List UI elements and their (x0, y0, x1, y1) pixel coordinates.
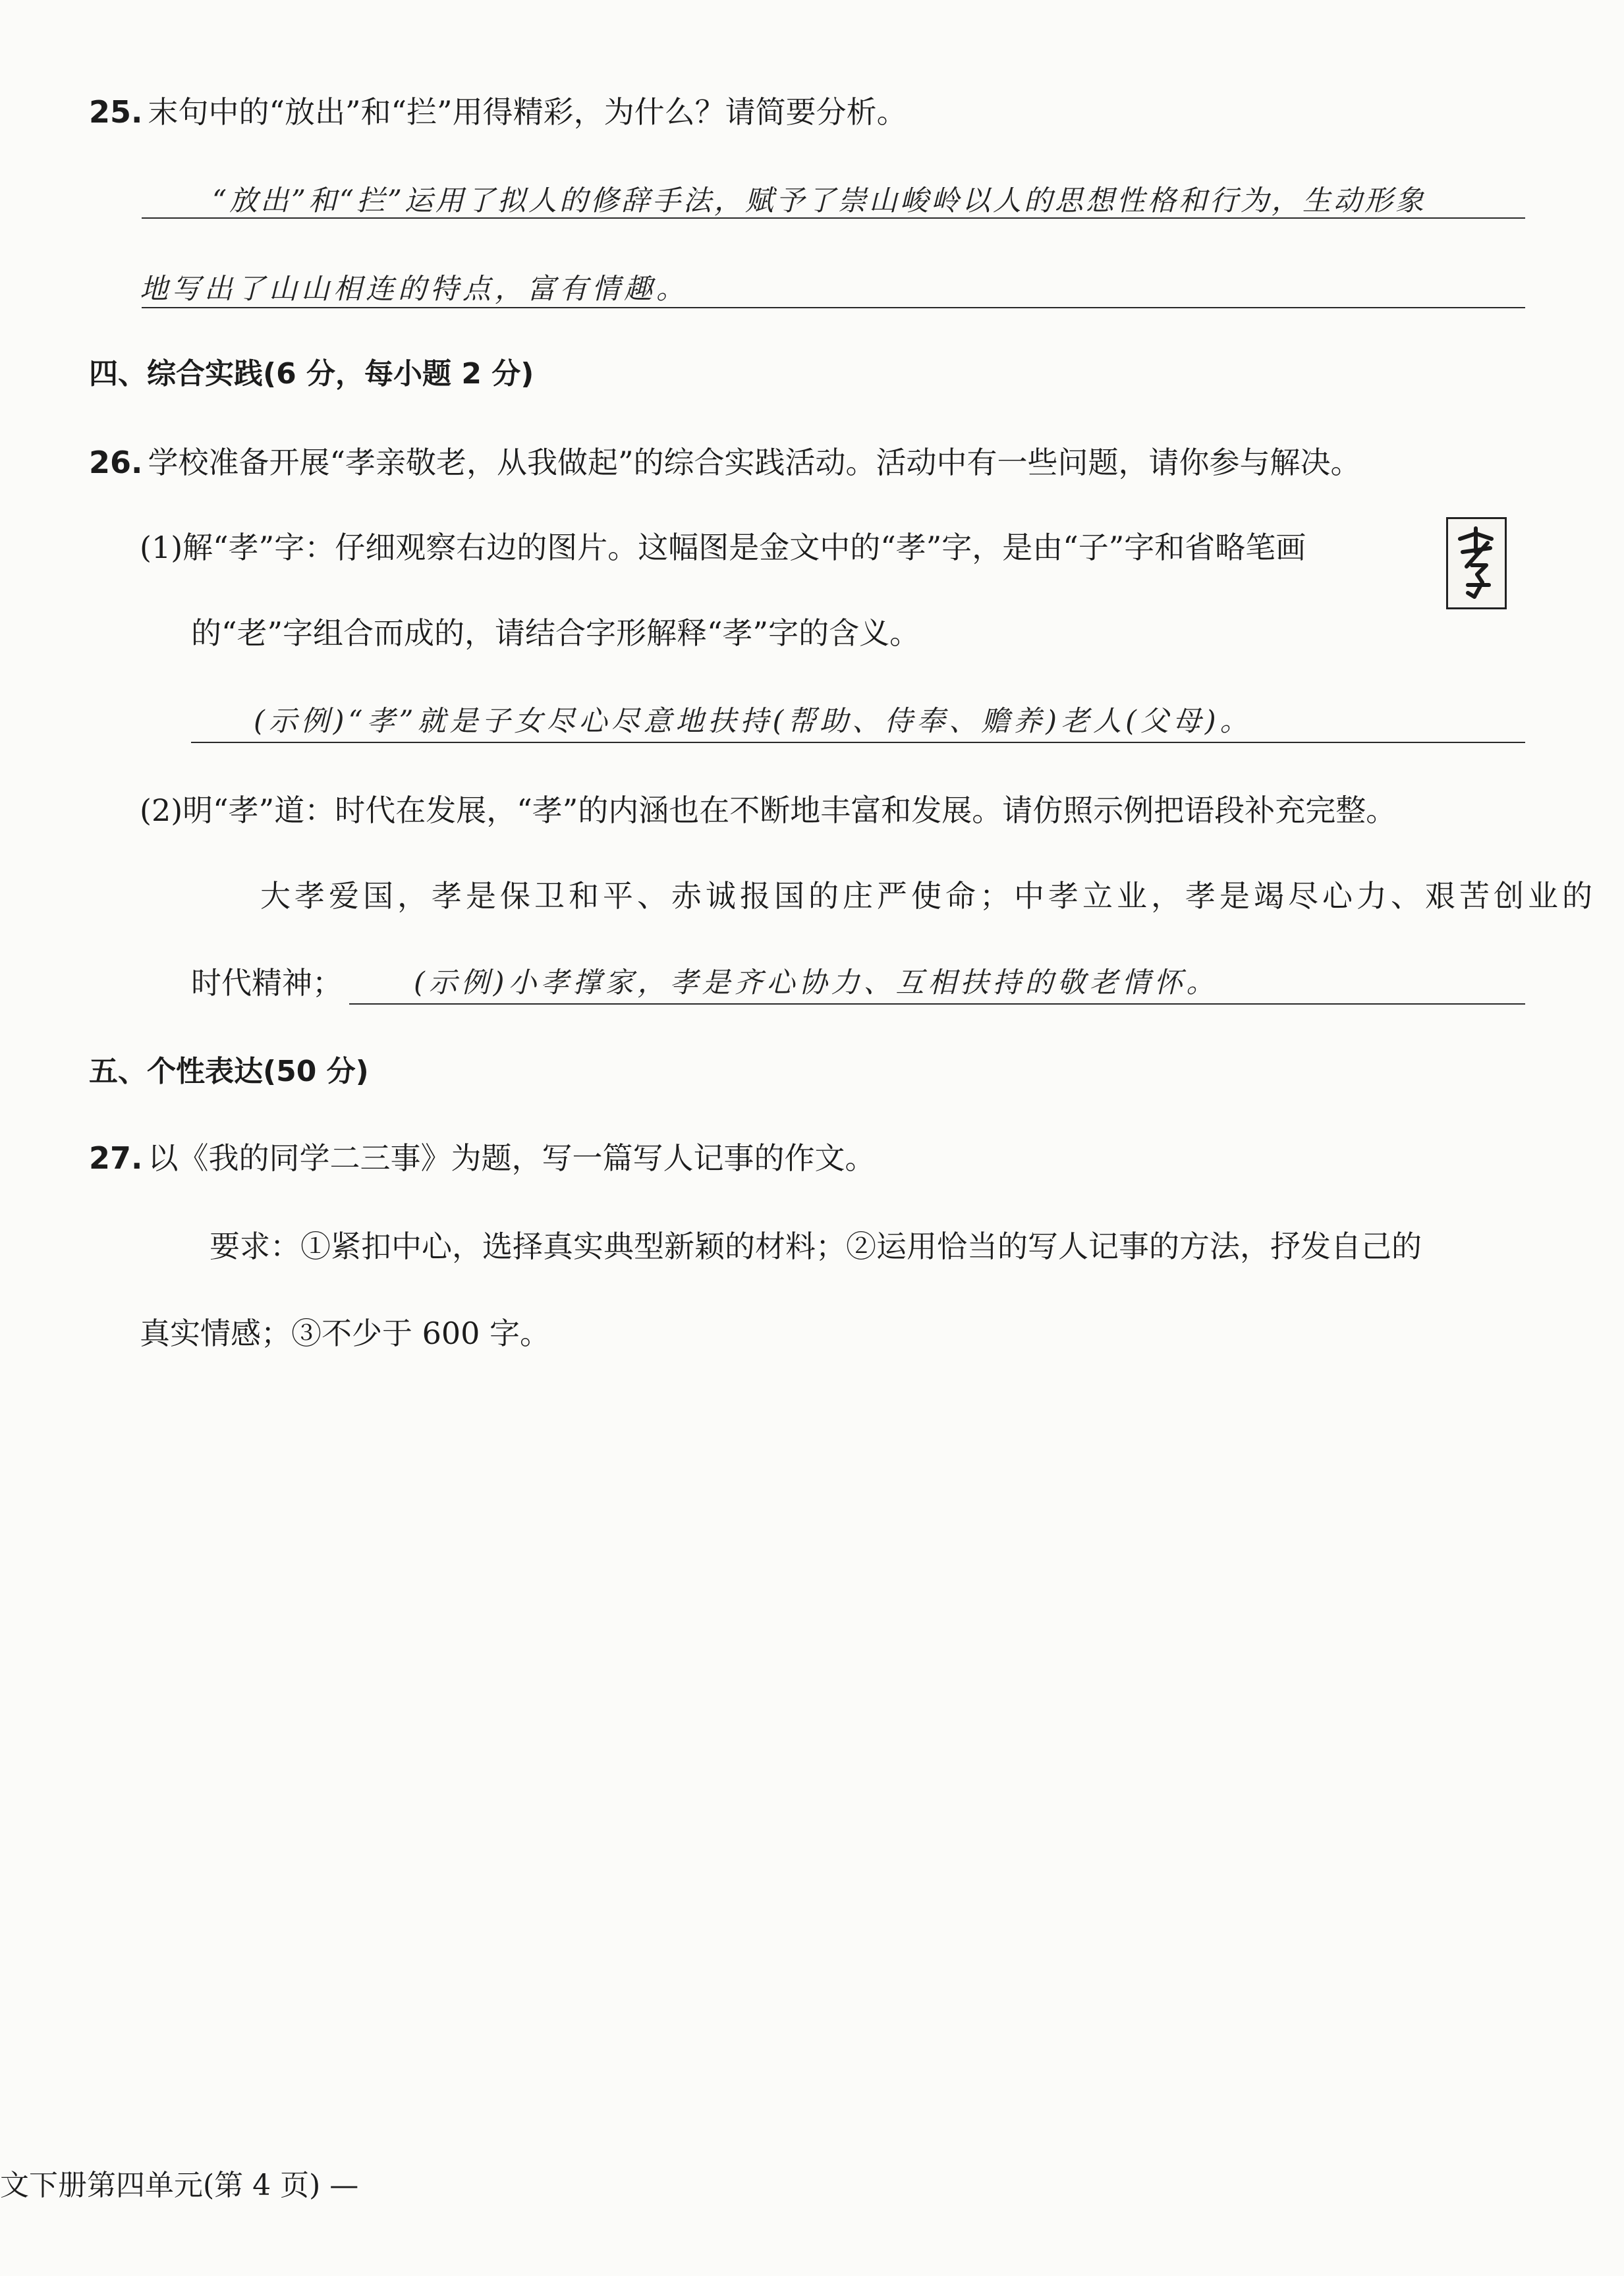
page-footer: 文下册第四单元(第 4 页) — (0, 2169, 359, 2202)
question-number: 26. (89, 445, 143, 480)
question-26-part-2-prefix: 时代精神； (191, 965, 343, 1001)
question-27 (89, 1138, 876, 1178)
answer-26-part-1: (示例)“孝”就是子女尽心尽意地扶持(帮助、侍奉、赡养)老人(父母)。 (254, 705, 1252, 738)
question-26-part-2-text: 大孝爱国，孝是保卫和平、赤诚报国的庄严使命；中孝立业，孝是竭尽心力、艰苦创业的 (260, 878, 1596, 914)
question-26 (89, 443, 1361, 482)
question-25 (89, 92, 907, 132)
answer-underline (349, 1003, 1525, 1005)
question-26-part-1-line-1: (1)解“孝”字：仔细观察右边的图片。这幅图是金文中的“孝”字，是由“子”字和省略笔画 (140, 530, 1306, 565)
question-26-part-2-line-1: (2)明“孝”道：时代在发展，“孝”的内涵也在不断地丰富和发展。请仿照示例把语段补充完整。 (140, 792, 1397, 828)
section-title-5: 五、个性表达(50 分) (89, 1055, 369, 1088)
bronze-xiao-character-image (1446, 517, 1507, 609)
answer-underline (191, 742, 1525, 743)
question-26-part-1-line-2: 的“老”字组合而成的，请结合字形解释“孝”字的含义。 (191, 615, 920, 651)
question-text: 学校准备开展“孝亲敬老，从我做起”的综合实践活动。活动中有一些问题，请你参与解决。 (148, 445, 1361, 480)
question-27-requirements-line-2: 真实情感；③不少于 600 字。 (140, 1316, 551, 1351)
answer-underline (142, 217, 1525, 219)
question-number: 25. (89, 94, 143, 130)
answer-25-line-1: “放出”和“拦”运用了拟人的修辞手法，赋予了崇山峻岭以人的思想性格和行为，生动形象 (212, 184, 1426, 217)
question-number: 27. (89, 1140, 143, 1176)
xiao-glyph-icon (1448, 519, 1505, 607)
question-text: 以《我的同学二三事》为题，写一篇写人记事的作文。 (148, 1140, 876, 1176)
answer-underline (142, 307, 1525, 308)
question-27-requirements-line-1: 要求：①紧扣中心，选择真实典型新颖的材料；②运用恰当的写人记事的方法，抒发自己的 (210, 1229, 1422, 1264)
section-title-4: 四、综合实践(6 分，每小题 2 分) (89, 357, 534, 391)
question-text: 末句中的“放出”和“拦”用得精彩，为什么？请简要分析。 (148, 94, 907, 130)
answer-25-line-2: 地写出了山山相连的特点，富有情趣。 (140, 273, 688, 306)
answer-26-part-2: (示例)小孝撑家，孝是齐心协力、互相扶持的敬老情怀。 (414, 966, 1219, 999)
